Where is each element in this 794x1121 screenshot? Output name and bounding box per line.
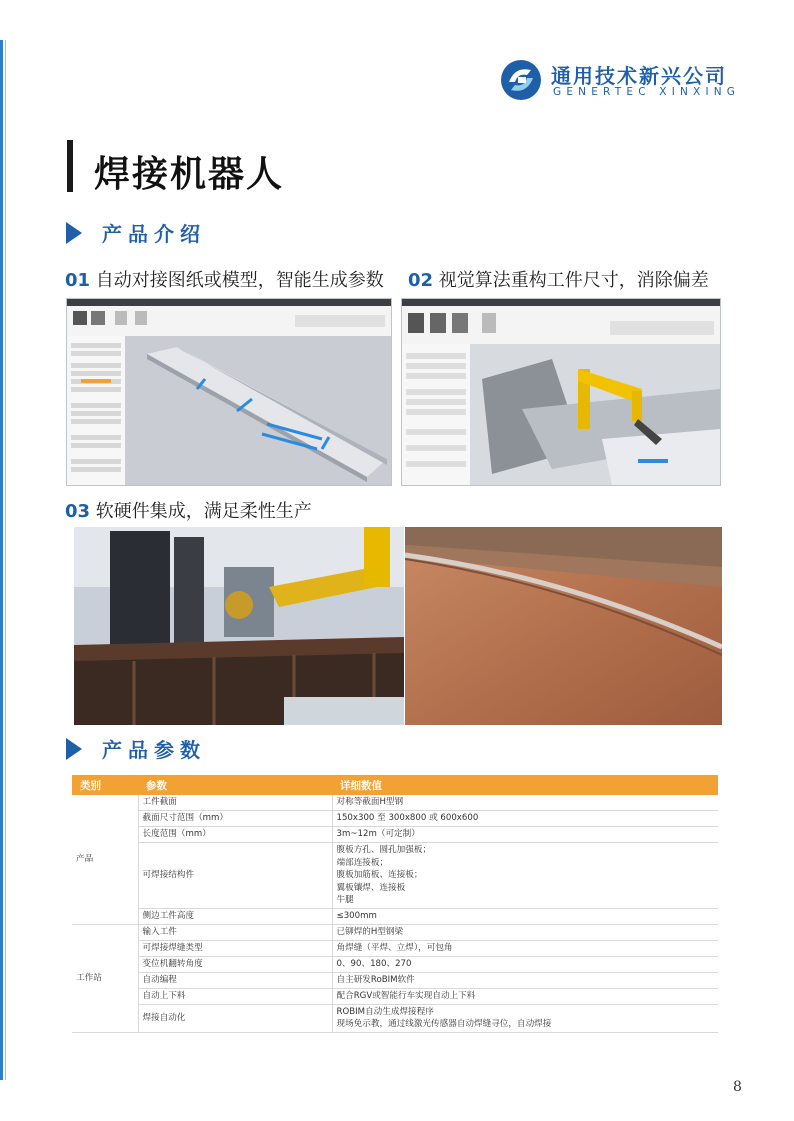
value-cell: 150x300 至 300x800 或 600x600 bbox=[332, 811, 718, 827]
parameter-table bbox=[72, 775, 718, 1033]
robot-cell-illustration bbox=[402, 299, 720, 485]
param-cell: 焊接自动化 bbox=[138, 1004, 332, 1032]
param-cell: 长度范围（mm） bbox=[138, 827, 332, 843]
value-cell: 3m~12m（可定制） bbox=[332, 827, 718, 843]
value-line: 腹板加筋板、连接板； bbox=[336, 870, 423, 880]
page-edge-rule bbox=[0, 40, 3, 1080]
table-row bbox=[72, 972, 718, 988]
value-cell: 配合RGV或智能行车实现自动上下料 bbox=[332, 988, 718, 1004]
table-row bbox=[72, 908, 718, 924]
genertec-logo-icon bbox=[499, 58, 543, 102]
weld-seam-illustration bbox=[405, 527, 722, 725]
feature-text: 软硬件集成，满足柔性生产 bbox=[95, 501, 312, 522]
value-cell-multiline bbox=[332, 843, 718, 909]
category-cell: 产品 bbox=[72, 795, 138, 924]
param-cell: 自动编程 bbox=[138, 972, 332, 988]
param-cell: 自动上下料 bbox=[138, 988, 332, 1004]
value-line: ROBIM自动生成焊接程序 bbox=[336, 1006, 434, 1017]
header-category: 类别 bbox=[72, 775, 138, 795]
table-row bbox=[72, 1004, 718, 1032]
feature-caption-1 bbox=[65, 266, 384, 292]
software-screenshot-model bbox=[66, 298, 392, 486]
value-line: 现场免示教，通过线激光传感器自动焊缝寻位，自动焊接 bbox=[336, 1019, 552, 1029]
page-title: 焊接机器人 bbox=[94, 154, 285, 195]
play-arrow-icon bbox=[66, 738, 82, 760]
page-edge-rule-inner bbox=[5, 40, 6, 1080]
section-params-label: 产品参数 bbox=[102, 738, 206, 762]
table-row bbox=[72, 811, 718, 827]
table-row bbox=[72, 940, 718, 956]
param-cell: 工件截面 bbox=[138, 795, 332, 811]
header-parameter: 参数 bbox=[138, 775, 332, 795]
photo-weld-seam bbox=[405, 527, 722, 725]
value-cell: ≤300mm bbox=[332, 908, 718, 924]
company-logo bbox=[499, 58, 749, 104]
value-cell: 自主研发RoBIM软件 bbox=[332, 972, 718, 988]
feature-text: 视觉算法重构工件尺寸，消除偏差 bbox=[438, 270, 709, 291]
value-cell: 角焊缝（平焊、立焊），可包角 bbox=[332, 940, 718, 956]
table-row bbox=[72, 843, 718, 909]
feature-number: 03 bbox=[65, 501, 91, 522]
section-intro-label: 产品介绍 bbox=[102, 222, 206, 246]
param-cell: 截面尺寸范围（mm） bbox=[138, 811, 332, 827]
play-arrow-icon bbox=[66, 222, 82, 244]
software-screenshot-robot bbox=[401, 298, 721, 486]
param-cell: 可焊接结构件 bbox=[138, 843, 332, 909]
table-row bbox=[72, 956, 718, 972]
feature-caption-2 bbox=[408, 266, 709, 292]
param-cell: 侧边工件高度 bbox=[138, 908, 332, 924]
logo-english-name: GENERTEC XINXING bbox=[553, 86, 741, 98]
table-row bbox=[72, 795, 718, 811]
software-ui-illustration bbox=[67, 299, 391, 485]
photo-welding-station bbox=[74, 527, 404, 725]
logo-chinese-name: 通用技术新兴公司 bbox=[551, 64, 727, 88]
table-row bbox=[72, 827, 718, 843]
table-row bbox=[72, 988, 718, 1004]
header-value: 详细数值 bbox=[332, 775, 718, 795]
value-line: 腹板方孔、圆孔加强板； bbox=[336, 845, 432, 855]
feature-number: 02 bbox=[408, 270, 434, 291]
param-cell: 输入工件 bbox=[138, 924, 332, 940]
value-cell: 对称等截面H型钢 bbox=[332, 795, 718, 811]
feature-text: 自动对接图纸或模型，智能生成参数 bbox=[95, 270, 384, 291]
value-line: 端部连接板； bbox=[336, 857, 389, 868]
value-cell-multiline bbox=[332, 1004, 718, 1032]
value-cell: 已铆焊的H型钢梁 bbox=[332, 924, 718, 940]
table-header-row bbox=[72, 775, 718, 795]
feature-number: 01 bbox=[65, 270, 91, 291]
value-cell: 0、90、180、270 bbox=[332, 956, 718, 972]
page-number: 8 bbox=[733, 1079, 742, 1095]
welding-station-illustration bbox=[74, 527, 404, 725]
param-cell: 可焊接焊缝类型 bbox=[138, 940, 332, 956]
title-bar-accent bbox=[67, 140, 73, 192]
feature-caption-3 bbox=[65, 497, 312, 523]
category-cell: 工作站 bbox=[72, 924, 138, 1032]
value-line: 翼板镶焊、连接板 bbox=[336, 882, 406, 893]
param-cell: 变位机翻转角度 bbox=[138, 956, 332, 972]
table-row bbox=[72, 924, 718, 940]
value-line: 牛腿 bbox=[336, 895, 354, 905]
